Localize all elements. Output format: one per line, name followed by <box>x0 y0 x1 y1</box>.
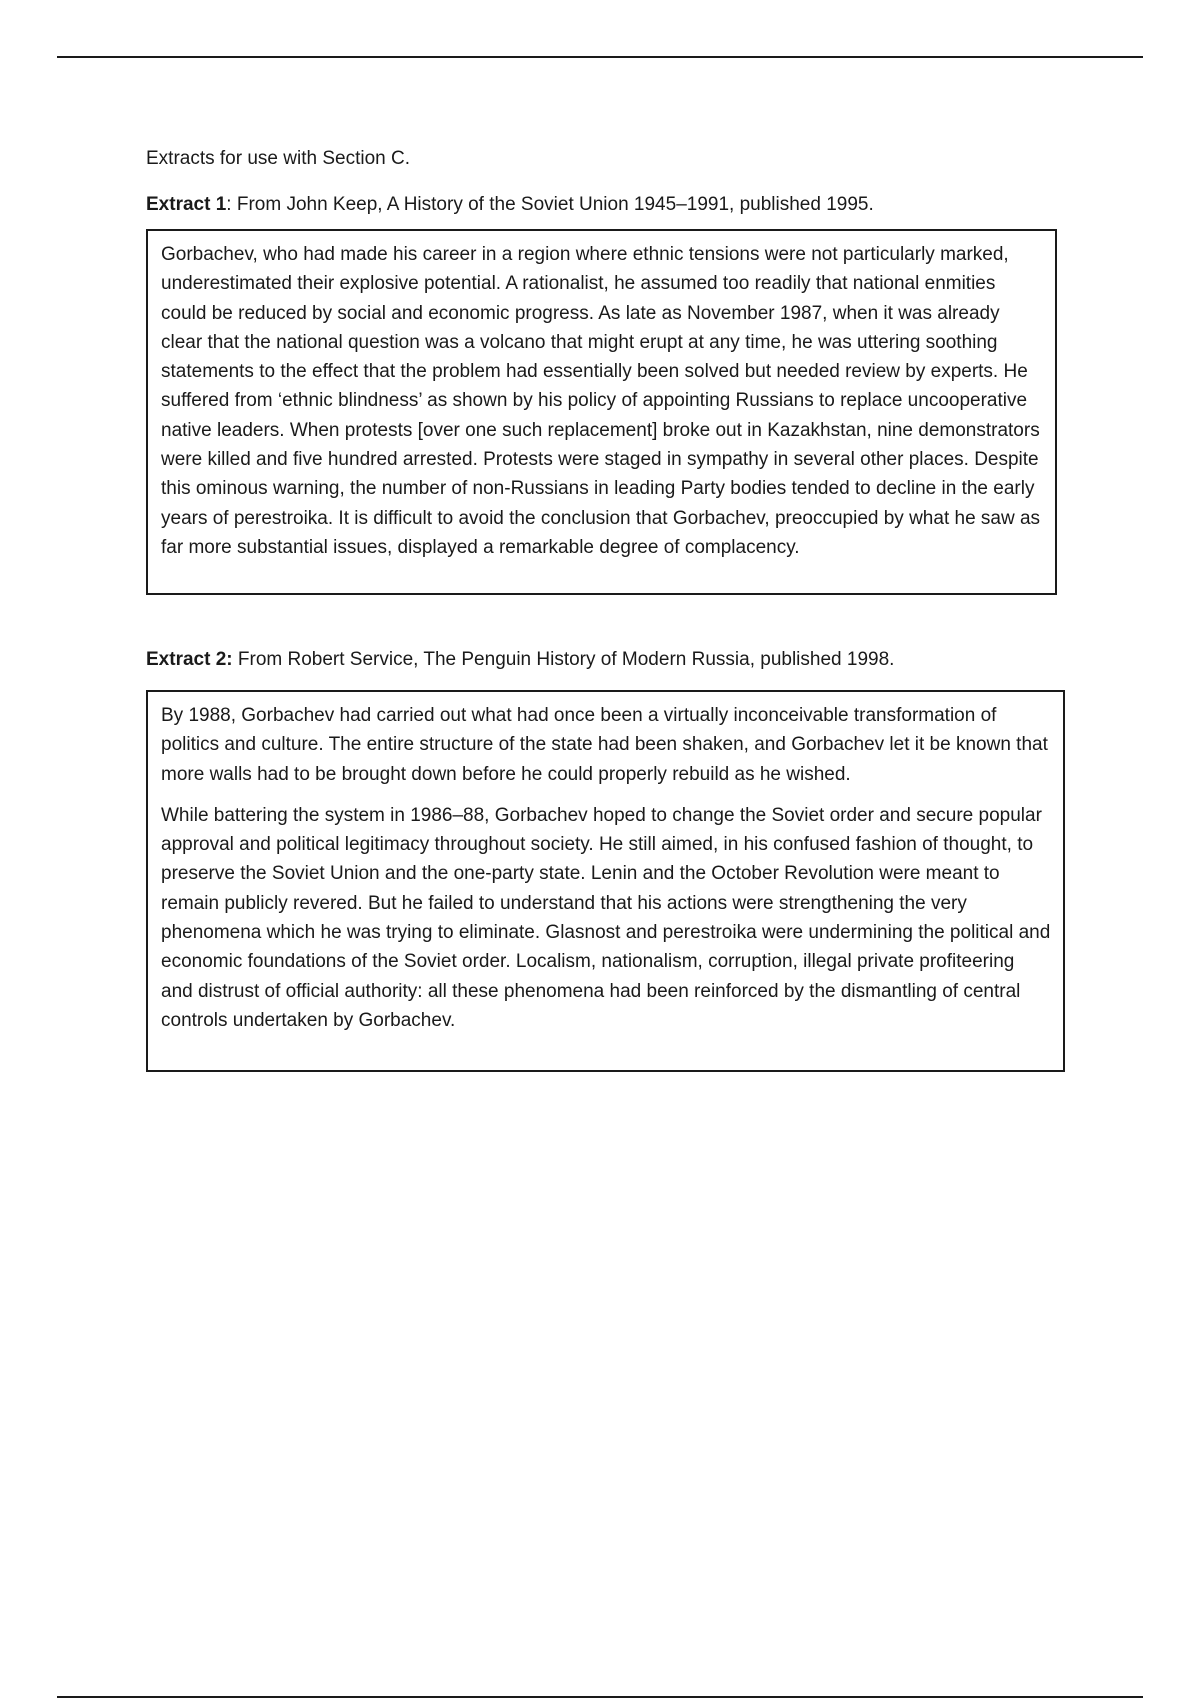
extract-2-label: Extract 2: <box>146 649 233 670</box>
intro-text: Extracts for use with Section C. <box>146 148 410 169</box>
extract-1-paragraph: Gorbachev, who had made his career in a region where ethnic tensions were not particularly marked, underestimated their explosive potential. A rationalist, he assumed too readily that national enmities could be reduced by social and economic progress. As late as November 1987, when it was already clear that the national question was a volcano that might erupt at any time, he was uttering soothing statements to the effect that the problem had essentially been solved but needed review by experts. He suffered from ‘ethnic blindness’ as shown by his policy of appointing Russians to replace uncooperative native leaders. When protests [over one such replacement] broke out in Kazakhstan, nine demonstrators were killed and five hundred arrested. Protests were staged in sympathy in several other places. Despite this ominous warning, the number of non-Russians in leading Party bodies tended to decline in the early years of perestroika. It is difficult to avoid the conclusion that Gorbachev, preoccupied by what he saw as far more substantial issues, displayed a remarkable degree of complacency. <box>161 244 1041 558</box>
extract-1-box <box>146 229 1057 595</box>
extract-2-paragraph-2: While battering the system in 1986–88, Gorbachev hoped to change the Soviet order and secure popular approval and political legitimacy throughout society. He still aimed, in his confused fashion of thought, to preserve the Soviet Union and the one-party state. Lenin and the October Revolution were meant to remain publicly revered. But he failed to understand that his actions were strengthening the very phenomena which he was trying to eliminate. Glasnost and perestroika were undermining the political and economic foundations of the Soviet order. Localism, nationalism, corruption, illegal private profiteering and distrust of official authority: all these phenomena had been reinforced by the dismantling of central controls undertaken by Gorbachev. <box>161 804 1051 1031</box>
extract-1-heading <box>146 193 874 217</box>
extract-2-heading <box>146 648 894 672</box>
page-top-rule <box>57 56 1143 58</box>
page-bottom-rule <box>57 1696 1143 1698</box>
extract-1-label: Extract 1 <box>146 194 227 215</box>
extract-1-source: : From John Keep, A History of the Soviet Union 1945–1991, published 1995. <box>226 194 874 215</box>
extract-2-box <box>146 690 1065 1072</box>
extract-2-source: From Robert Service, The Penguin History of Modern Russia, published 1998. <box>232 649 895 670</box>
extract-2-paragraph-1: By 1988, Gorbachev had carried out what had once been a virtually inconceivable transformation of politics and culture. The entire structure of the state had been shaken, and Gorbachev let it be known that more walls had to be brought down before he could properly rebuild as he wished. <box>161 705 1048 785</box>
